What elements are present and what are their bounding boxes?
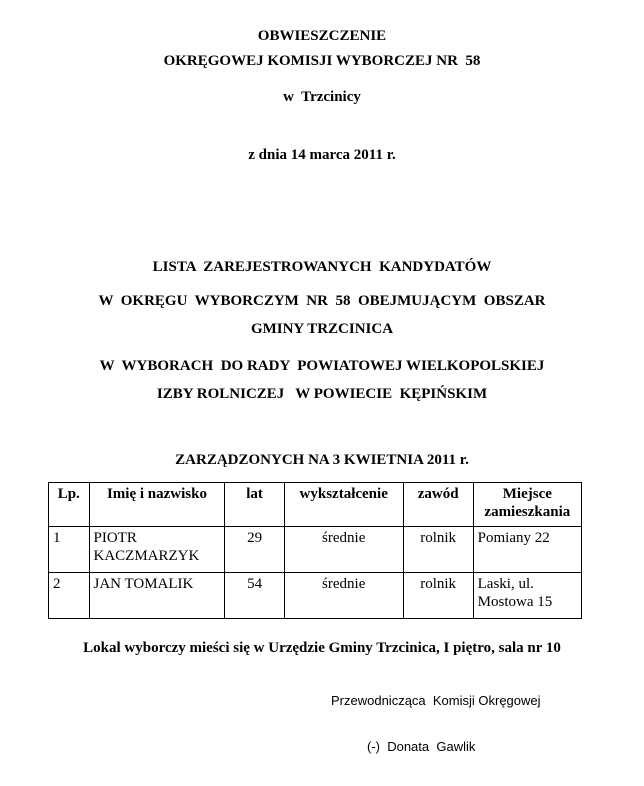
column-header-education: wykształcenie bbox=[284, 483, 403, 527]
cell-name: JAN TOMALIK bbox=[89, 573, 225, 619]
cell-age: 29 bbox=[225, 527, 284, 573]
column-header-name: Imię i nazwisko bbox=[89, 483, 225, 527]
list-heading-line-3: GMINY TRZCINICA bbox=[250, 321, 394, 337]
column-header-address: Miejsce zamieszkania bbox=[473, 483, 581, 527]
column-header-age: lat bbox=[225, 483, 284, 527]
signature-name: (-) Donata Gawlik bbox=[367, 739, 476, 754]
cell-lp: 2 bbox=[49, 573, 90, 619]
document-title: OBWIESZCZENIE bbox=[257, 28, 387, 44]
committee-name: OKRĘGOWEJ KOMISJI WYBORCZEJ NR 58 bbox=[163, 53, 481, 69]
table-header-row bbox=[49, 483, 582, 527]
cell-address: Pomiany 22 bbox=[473, 527, 581, 573]
list-heading-line-5: IZBY ROLNICZEJ W POWIECIE KĘPIŃSKIM bbox=[156, 386, 488, 402]
candidates-table bbox=[48, 482, 582, 619]
list-heading-line-1: LISTA ZAREJESTROWANYCH KANDYDATÓW bbox=[152, 259, 492, 275]
cell-occupation: rolnik bbox=[403, 527, 473, 573]
list-heading-line-4: W WYBORACH DO RADY POWIATOWEJ WIELKOPOLSKIEJ bbox=[99, 358, 545, 374]
cell-lp: 1 bbox=[49, 527, 90, 573]
list-heading-line-2: W OKRĘGU WYBORCZYM NR 58 OBEJMUJĄCYM OBSZAR bbox=[98, 293, 546, 309]
cell-occupation: rolnik bbox=[403, 573, 473, 619]
table-row bbox=[49, 573, 582, 619]
document-date: z dnia 14 marca 2011 r. bbox=[248, 147, 396, 163]
table-row bbox=[49, 527, 582, 573]
column-header-lp: Lp. bbox=[49, 483, 90, 527]
signature-role: Przewodnicząca Komisji Okręgowej bbox=[331, 693, 541, 708]
committee-place: w Trzcinicy bbox=[283, 89, 361, 105]
ordered-date: ZARZĄDZONYCH NA 3 KWIETNIA 2011 r. bbox=[175, 452, 469, 468]
column-header-occupation: zawód bbox=[403, 483, 473, 527]
cell-name: PIOTR KACZMARZYK bbox=[89, 527, 225, 573]
cell-education: średnie bbox=[284, 527, 403, 573]
polling-location-note: Lokal wyborczy mieści się w Urzędzie Gminy Trzcinica, I piętro, sala nr 10 bbox=[83, 640, 561, 656]
cell-address: Laski, ul. Mostowa 15 bbox=[473, 573, 581, 619]
cell-education: średnie bbox=[284, 573, 403, 619]
cell-age: 54 bbox=[225, 573, 284, 619]
